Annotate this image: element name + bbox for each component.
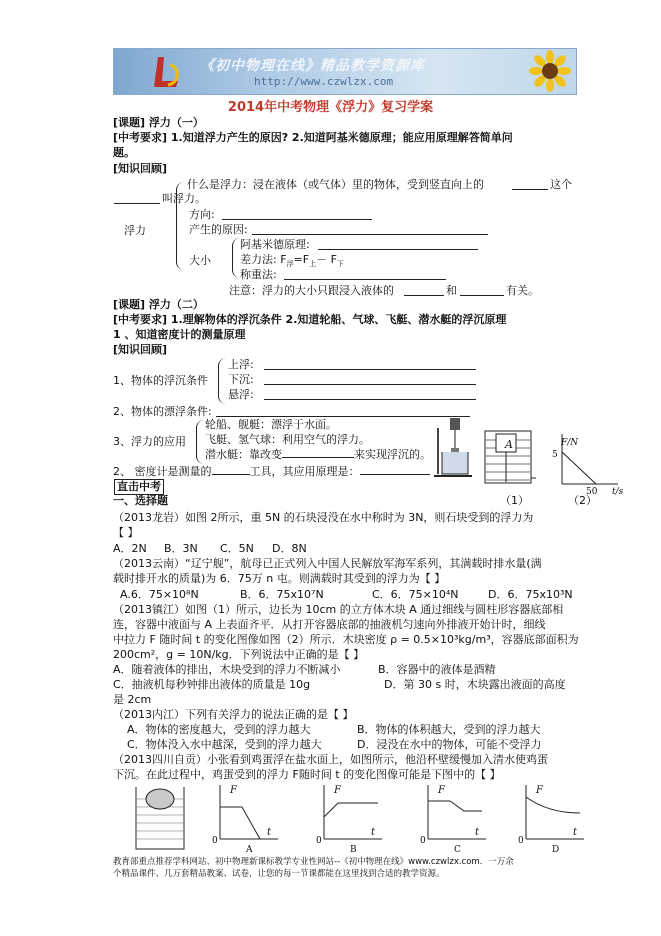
- topic-2: [课题] 浮力（二）: [113, 298, 204, 311]
- q3-option-d: D．第 30 s 时，木块露出液面的高度: [384, 678, 566, 691]
- q3-option-c: C．抽液机每秒钟排出液体的质量是 10g: [113, 678, 311, 691]
- root-label: 浮力: [124, 224, 146, 237]
- blank: [318, 249, 478, 250]
- sink-label: 下沉:: [228, 373, 254, 386]
- graph-d-x: t: [573, 827, 578, 838]
- requirements-2: [中考要求] 1.理解物体的浮沉条件 2.知道轮船、气球、飞艇、潜水艇的浮沉原理: [113, 313, 507, 326]
- graph-d-y: F: [536, 785, 543, 796]
- graph-b-label: B: [350, 845, 357, 855]
- blank: [216, 416, 470, 417]
- site-logo-icon: [150, 53, 184, 89]
- applications-label: 3、浮力的应用: [113, 435, 186, 448]
- graph-a-x: t: [267, 827, 272, 838]
- ship-app: 轮船、舰艇：漂浮于水面。: [205, 418, 337, 431]
- graph-c-label: C: [454, 845, 461, 855]
- cause-label: 产生的原因:: [189, 223, 248, 236]
- footer-line-1: 教育部重点推荐学科网站、初中物理新课标教学专业性网站--《初中物理在线》www.czwlzx.com．一万余: [113, 857, 514, 867]
- q1-option-c: C．5N: [220, 542, 254, 555]
- note: 注意：浮力的大小只跟浸入液体的: [229, 284, 394, 297]
- q4-text: （2013内江）下列有关浮力的说法正确的是【 】: [113, 708, 354, 721]
- submarine-app: 潜水艇：靠改变 来实现浮沉的。: [205, 448, 431, 461]
- graph-d: [518, 783, 588, 849]
- figure-1-caption: （1）: [500, 494, 529, 507]
- q3-text: （2013镇江）如图（1）所示，边长为 10cm 的立方体木块 A 通过细线与圆柱形容器底部相: [113, 603, 564, 616]
- blank: [252, 234, 488, 235]
- balloon-app: 飞艇、氢气球：利用空气的浮力。: [205, 433, 370, 446]
- graph-c: [420, 783, 490, 849]
- egg-beaker-figure: [132, 785, 188, 851]
- graph-d-origin: 0: [518, 836, 524, 846]
- q4-option-d: D．浸没在水中的物体，可能不受浮力: [357, 738, 542, 751]
- blank: [460, 295, 504, 296]
- what-end: 这个: [550, 178, 572, 191]
- footer-line-2: 个精品课件、几万套精品教案、试卷，让您的每一节课都能在这里找到合适的教学资源。: [113, 869, 445, 879]
- graph-a-origin: 0: [212, 836, 218, 846]
- banner-url[interactable]: http://www.czwlzx.com: [254, 75, 394, 88]
- graph-d-label: D: [552, 845, 560, 855]
- q2-option-a: A.6．75×10⁸N: [120, 588, 199, 601]
- graph-a-y: F: [230, 785, 237, 796]
- graph-a-label: A: [246, 845, 253, 855]
- topic-1: [课题] 浮力（一）: [113, 116, 204, 129]
- brace: [176, 182, 187, 270]
- q3-option-a: A．随着液体的排出，木块受到的浮力不断减小: [113, 663, 341, 676]
- blank: [512, 189, 548, 190]
- q3-option-d-cont: 是 2cm: [113, 693, 152, 706]
- rise-label: 上浮:: [228, 358, 254, 371]
- review-1: [知识回顾]: [113, 162, 168, 175]
- q1-bracket: 【 】: [113, 526, 139, 539]
- graph-b-y: F: [334, 785, 341, 796]
- document-title: 2014年中考物理《浮力》复习学案: [227, 100, 434, 115]
- difference-method: 差力法: $F_浮=F_上- F_下$: [240, 253, 344, 269]
- exam-heading: 直击中考: [114, 479, 164, 495]
- size-label: 大小: [189, 254, 211, 267]
- q2-option-c: C．6．75×10⁴N: [372, 588, 459, 601]
- hydrometer-question: 2、 密度计是测量的 工具，其应用原理是：: [113, 465, 430, 479]
- blank: [114, 203, 160, 204]
- requirements-1: [中考要求] 1.知道浮力产生的原因? 2.知道阿基米德原理；能应用原理解答简单问: [113, 131, 513, 144]
- blank: [264, 399, 476, 400]
- q4-option-c: C．物体没入水中越深，受到的浮力越大: [127, 738, 322, 751]
- q3-text-4: 200cm²，g = 10N/kg．下列说法中正确的是【 】: [113, 648, 365, 661]
- what-cont: 叫浮力。: [162, 192, 206, 205]
- what-is-buoyancy: 什么是浮力：浸在液体（或气体）里的物体，受到竖直向上的: [187, 178, 484, 191]
- q4-option-a: A．物体的密度越大，受到的浮力越大: [127, 723, 311, 736]
- graph-b-origin: 0: [316, 836, 322, 846]
- q1-text: （2013龙岩）如图 2所示，重 5N 的石块浸没在水中称时为 3N，则石块受到的浮力为: [113, 511, 534, 524]
- float-sink-condition: 1、物体的浮沉条件: [113, 374, 208, 387]
- q3-option-b: B．容器中的液体是酒精: [378, 663, 496, 676]
- graph-x-tick: 50: [586, 487, 598, 497]
- review-2: [知识回顾]: [113, 343, 168, 356]
- graph-y-tick: 5: [552, 450, 558, 460]
- q5-text-cont: 下沉。在此过程中，鸡蛋受到的浮力 F随时间 t 的变化图像可能是下图中的【 】: [113, 768, 501, 781]
- weighing-method: 称重法:: [240, 268, 277, 281]
- blank: [264, 369, 476, 370]
- note-end: 有关。: [506, 284, 539, 297]
- blank: [264, 384, 476, 385]
- graph-y-label: F/N: [561, 438, 579, 448]
- q2-text: （2013云南）“辽宁舰”，航母已正式列入中国人民解放军海军系列，其满载时排水量(满: [113, 557, 542, 570]
- graph-c-origin: 0: [420, 836, 426, 846]
- graph-c-y: F: [438, 785, 445, 796]
- blank: [284, 279, 446, 280]
- header-banner: [113, 48, 577, 95]
- q2-option-d: D．6．75x10³N: [488, 588, 573, 601]
- q2-option-b: B．6．75x10⁷N: [240, 588, 324, 601]
- blank: [404, 295, 444, 296]
- brace: [196, 420, 205, 464]
- direction-label: 方向:: [189, 208, 215, 221]
- graph-a: [212, 783, 282, 849]
- blank: [222, 219, 372, 220]
- banner-title: 《初中物理在线》精品教学资源库: [200, 58, 425, 74]
- floating-condition: 2、物体的漂浮条件:: [113, 405, 212, 418]
- archimedes-label: 阿基米德原理:: [240, 238, 310, 251]
- graph-x-label: t/s: [612, 487, 624, 497]
- q1-option-d: D．8N: [272, 542, 307, 555]
- note-and: 和: [446, 284, 457, 297]
- figure-2-caption: （2）: [568, 494, 597, 507]
- graph-c-x: t: [475, 827, 480, 838]
- q3-text-2: 连，容器中液面与 A 上表面齐平．从打开容器底部的抽液机匀速向外排液开始计时，细线: [113, 618, 546, 631]
- brace: [218, 358, 227, 404]
- q1-option-b: B．3N: [164, 542, 198, 555]
- section-choice: 一、选择题: [113, 494, 168, 507]
- sunflower-icon: [530, 51, 570, 91]
- q5-text: （2013四川自贡）小张看到鸡蛋浮在盐水面上，如图所示，他沿杯壁缓慢加入清水使鸡蛋: [113, 753, 548, 766]
- requirements-2-cont: 1 、知道密度计的测量原理: [113, 328, 246, 341]
- requirements-1-cont: 题。: [113, 146, 135, 159]
- q4-option-b: B．物体的体积越大，受到的浮力越大: [357, 723, 541, 736]
- spring-scale-beaker-figure: [434, 418, 472, 480]
- graph-b-x: t: [371, 827, 376, 838]
- q3-text-3: 中拉力 F 随时间 t 的变化图像如图（2）所示．木块密度 ρ = 0.5×10³kg/m³，容器底部面积为: [113, 633, 579, 646]
- suspend-label: 悬浮:: [228, 388, 254, 401]
- q2-text-cont: 载时排开水的质量)为 6．75万 n 屯。则满载时其受到的浮力为【 】: [113, 572, 446, 585]
- graph-b: [316, 783, 386, 849]
- q1-option-a: A．2N: [113, 542, 147, 555]
- block-label: A: [505, 438, 513, 451]
